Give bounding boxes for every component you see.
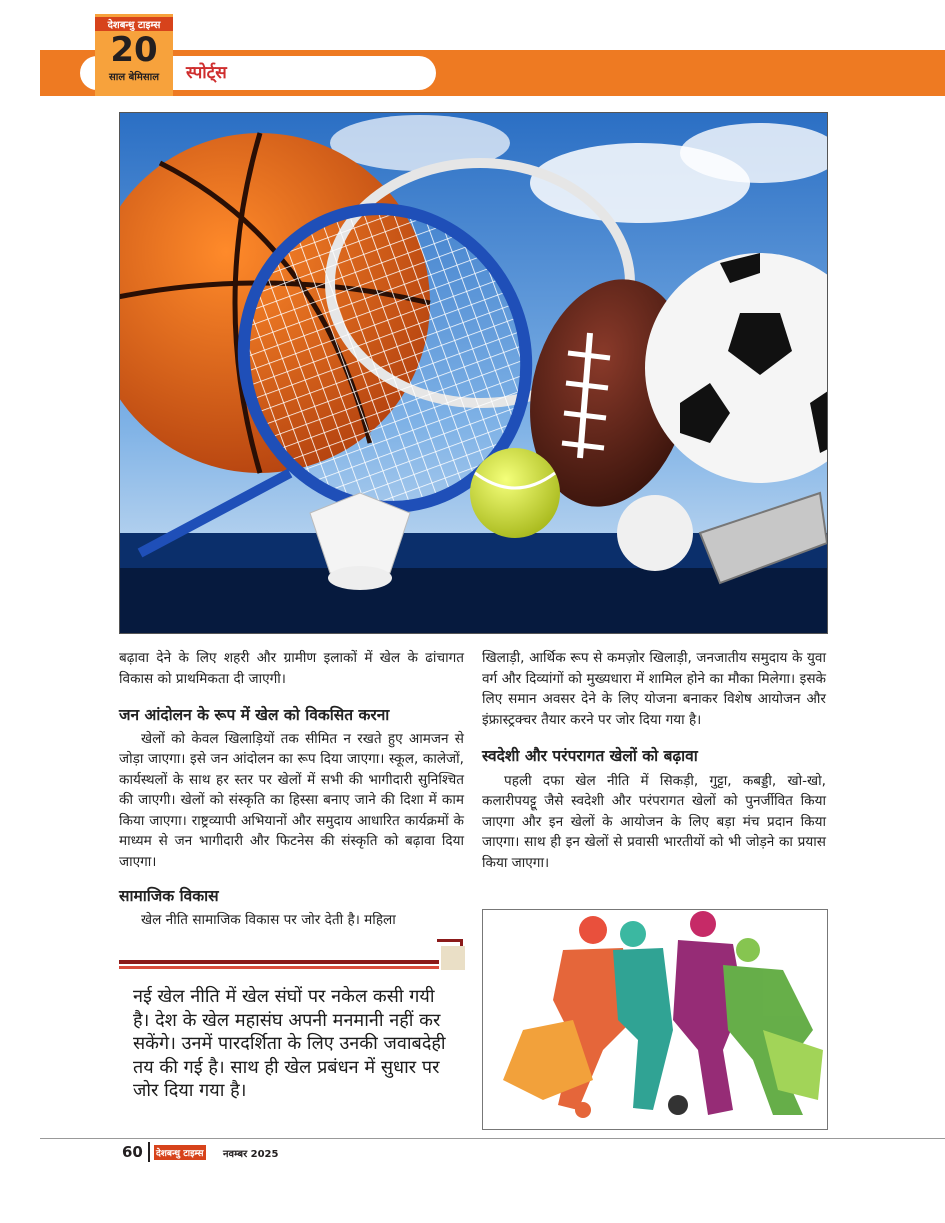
heading-mass-movement: जन आंदोलन के रूप में खेल को विकसित करना — [119, 706, 390, 724]
footer-divider — [148, 1142, 150, 1162]
heading-indigenous-sports: स्वदेशी और परंपरागत खेलों को बढ़ावा — [482, 747, 698, 765]
quote-rule-red — [119, 966, 439, 969]
athletes-artwork — [482, 909, 828, 1130]
right-column — [482, 648, 826, 873]
issue-date: नवम्बर 2025 — [223, 1149, 279, 1160]
athletes-silhouettes — [483, 910, 827, 1129]
page-number: 60 — [122, 1143, 143, 1161]
section-label: स्पोर्ट्स — [186, 63, 227, 83]
social-development-paragraph: खेल नीति सामाजिक विकास पर जोर देती है। महिला — [141, 911, 396, 928]
badge-subtitle: साल बेमिसाल — [108, 72, 160, 83]
indigenous-sports-paragraph: पहली दफा खेल नीति में सिकड़ी, गुट्टा, कबड्डी, खो-खो, कलारीपयट्टू जैसे स्वदेशी और परंपरागत खेलों को पुनर्जीवित किया जाएगा और इन खेलों के आयोजन के लिए बड़ा मंच प्रदान किया जाएगा। साथ ही इन खेलों से प्रवासी भारतीयों को भी जोड़ने का प्रयास किया जाएगा। — [482, 772, 826, 871]
left-column — [119, 648, 464, 930]
mass-movement-paragraph: खेलों को केवल खिलाड़ियों तक सीमित न रखते हुए आमजन से जोड़ा जाएगा। इसे जन आंदोलन का रूप दिया जाएगा। स्कूल, कालेजों, कार्यस्थलों के साथ हर स्तर पर खेलों में सभी की भागीदारी सुनिश्चित की जाएगी। खेलों को संस्कृति का हिस्सा बनाए जाने की दिशा में काम किया जाएगा। राष्ट्रव्यापी अभियानों और समुदाय आधारित कार्यक्रमों के माध्यम से जन भागीदारी और फिटनेस की संस्कृति को बढ़ावा दिया जाएगा। — [119, 730, 464, 870]
sports-equipment-illustration — [120, 113, 827, 633]
pull-quote: नई खेल नीति में खेल संघों पर नकेल कसी गयी है। देश के खेल महासंघ अपनी मनमानी नहीं कर सकेंगे। उनमें पारदर्शिता के लिए उनकी जवाबदेही तय की गई है। साथ ही खेल प्रबंधन में सुधार पर जोर दिया गया है। — [133, 986, 446, 1101]
intro-paragraph: बढ़ावा देने के लिए शहरी और ग्रामीण इलाकों में खेल के ढांचागत विकास को प्राथमिकता दी जाएगी। — [119, 650, 464, 687]
sports-equipment-photo — [119, 112, 828, 634]
badge-brand: देशबन्धु टाइम्स — [95, 17, 173, 31]
heading-social-development: सामाजिक विकास — [119, 887, 219, 905]
footer-rule — [40, 1138, 945, 1139]
anniversary-badge — [95, 14, 173, 96]
quote-corner-square — [441, 946, 465, 970]
footer-brand: देशबन्धु टाइम्स — [154, 1145, 206, 1160]
quote-rule-dark — [119, 960, 439, 964]
badge-number: 20 — [110, 30, 158, 70]
inclusion-paragraph: खिलाड़ी, आर्थिक रूप से कमज़ोर खिलाड़ी, जनजातीय समुदाय के युवा वर्ग और दिव्यांगों को मुख्यधारा में शामिल होने का मौका मिलेगा। इसके लिए समान अवसर देने के लिए योजना बनाकर विशेष आयोजन और इंफ्रास्ट्रक्चर तैयार करने पर जोर दिया गया है। — [482, 650, 826, 728]
